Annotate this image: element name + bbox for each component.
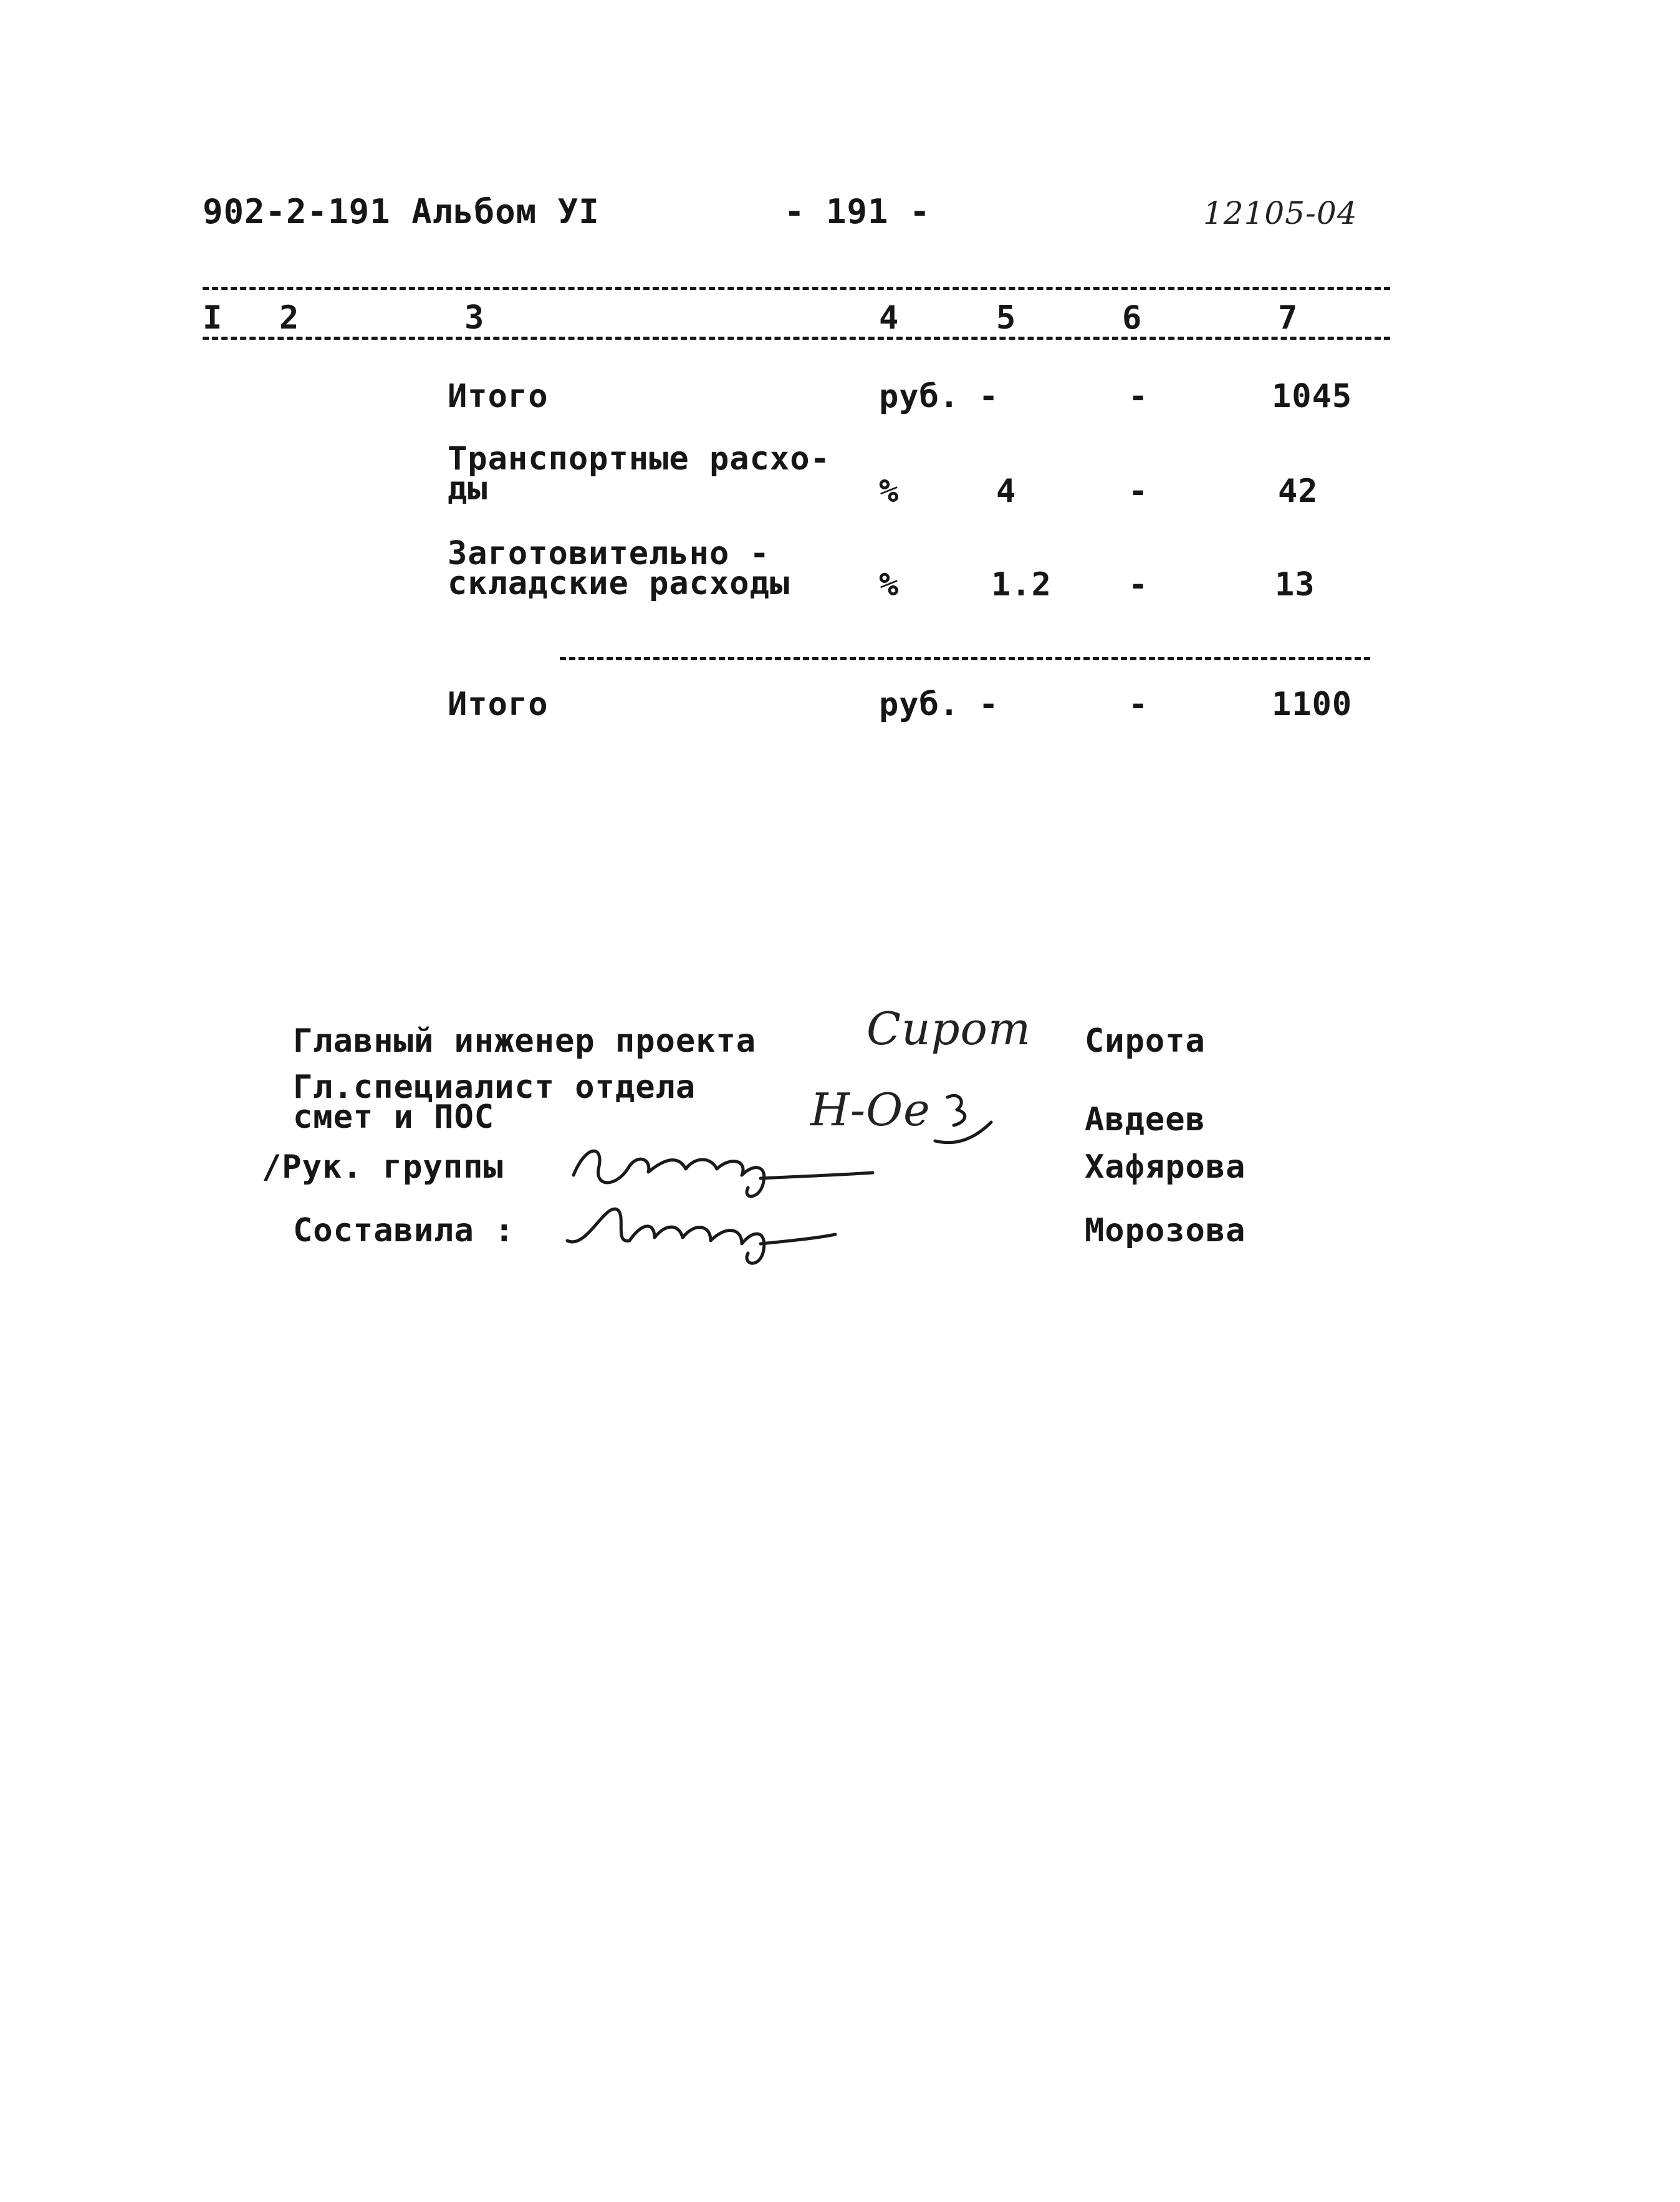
total-name: Итого — [448, 686, 549, 723]
document-reference: 902-2-191 Альбом УI — [203, 192, 600, 231]
row-3-name-line2: складские расходы — [448, 565, 790, 602]
signer-4-signature — [555, 1191, 848, 1272]
signer-2-signature-flourish — [923, 1085, 1010, 1172]
row-2-col7: 42 — [1278, 473, 1318, 510]
signer-2-name: Авдеев — [1085, 1101, 1206, 1138]
row-3-col7: 13 — [1275, 566, 1315, 603]
row-3-col5: 1.2 — [991, 566, 1052, 603]
column-3-header: 3 — [464, 299, 485, 337]
column-1-header: I — [203, 299, 223, 337]
signer-4-name: Морозова — [1085, 1212, 1246, 1249]
signer-1-role: Главный инженер проекта — [293, 1022, 757, 1060]
row-2-col6: - — [1128, 473, 1149, 510]
total-col7: 1100 — [1272, 686, 1353, 723]
total-col6: - — [1128, 686, 1149, 723]
total-separator-rule — [560, 657, 1370, 660]
row-1-unit: руб. — [879, 378, 960, 415]
signer-3-role: /Рук. группы — [262, 1148, 504, 1186]
signer-3-name: Хафярова — [1085, 1148, 1246, 1186]
column-2-header: 2 — [279, 299, 300, 337]
column-5-header: 5 — [996, 299, 1017, 337]
row-1-col6: - — [1128, 378, 1149, 415]
row-1-name: Итого — [448, 378, 549, 415]
row-2-unit: % — [879, 473, 900, 510]
handwritten-code: 12105-04 — [1203, 195, 1358, 231]
row-2-name-line2: ды — [448, 470, 488, 507]
signer-2-role-line1: Гл.специалист отдела — [293, 1069, 696, 1106]
row-2-col5: 4 — [996, 473, 1017, 510]
signer-4-role: Составила : — [293, 1212, 515, 1249]
row-1-col5: - — [979, 378, 999, 415]
signer-1-name: Сирота — [1085, 1022, 1206, 1060]
row-3-col6: - — [1128, 566, 1149, 603]
total-col5: - — [979, 686, 999, 723]
column-7-header: 7 — [1278, 299, 1298, 337]
signer-1-signature: Сирот — [866, 1002, 1032, 1055]
column-4-header: 4 — [879, 299, 900, 337]
row-3-name-line1: Заготовительно - — [448, 535, 770, 572]
header-top-rule — [203, 287, 1390, 290]
column-6-header: 6 — [1122, 299, 1143, 337]
row-2-name-line1: Транспортные расхо- — [448, 440, 830, 478]
row-1-col7: 1045 — [1272, 378, 1353, 415]
header-bottom-rule — [203, 337, 1390, 340]
total-unit: руб. — [879, 686, 960, 723]
signer-2-signature: Н-Ое — [810, 1084, 931, 1136]
signer-2-role-line2: смет и ПОС — [293, 1099, 495, 1136]
row-3-unit: % — [879, 566, 900, 603]
page-number: - 191 - — [784, 192, 931, 231]
